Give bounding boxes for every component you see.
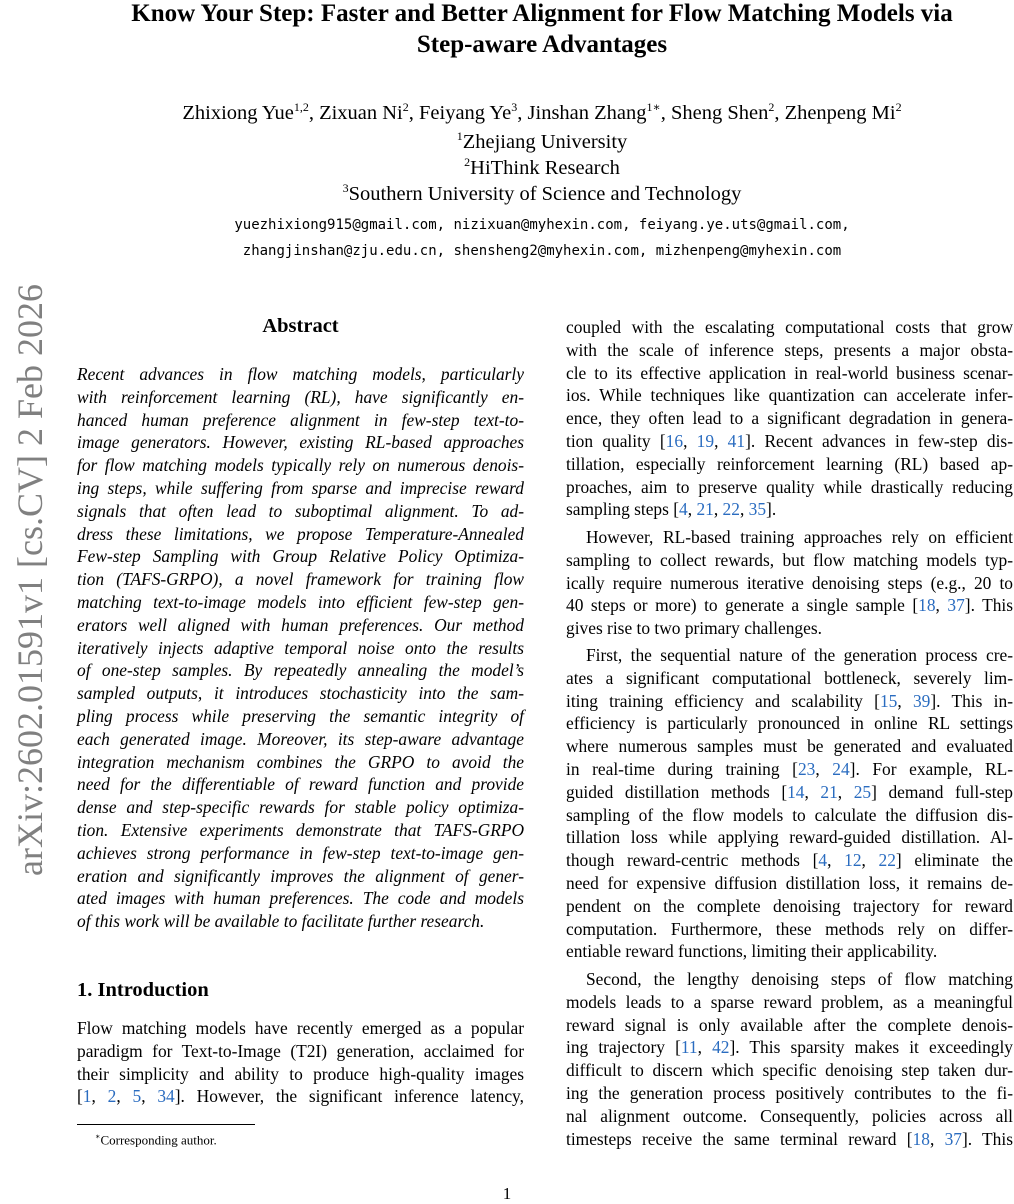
abstract-line: Few-step Sampling with Group Relative Policy Optimiza- [77,546,524,567]
affiliation [40,155,1014,181]
author-affiliation-mark: 1,2 [293,100,309,115]
body-line: ates a significant computational bottleneck, severely lim- [566,667,1013,688]
abstract-line: need for the differentiable of reward function and provide [77,774,524,795]
citation-link[interactable]: 16 [665,431,684,451]
abstract-line: ing steps, while suffering from sparse and imprecise reward [77,478,524,498]
body-line: nal alignment outcome. Consequently, policies across all [566,1105,1013,1126]
abstract-line: of this work will be available to facilitate further research. [77,911,485,932]
body-line: sampling steps [4, 21, 22, 35]. [566,499,777,520]
citation-link[interactable]: 1 [82,1086,92,1107]
citation-link[interactable]: 41 [727,431,746,451]
abstract-line: dense and step-specific rewards for stable policy optimiza- [77,797,524,818]
citation-link[interactable]: 2 [107,1086,117,1107]
body-line: sampling to collect rewards, but flow matching models typ- [566,549,1013,570]
author-separator: , [660,102,671,124]
body-line: tion quality [16, 19, 41]. Recent advances in few-step dis- [566,431,1013,451]
author-name: Zhixiong Yue [182,102,294,124]
author-affiliation-mark: 2 [768,100,775,115]
body-line: models leads to a sparse reward problem, as a meaningful [566,991,1013,1012]
body-line: iting training efficiency and scalability [15, 39]. This in- [566,690,1013,711]
body-line: timesteps receive the same terminal reward [18, 37]. This [566,1128,1013,1149]
citation-link[interactable]: 37 [944,1128,962,1149]
citation-link[interactable]: 5 [132,1086,142,1107]
abstract-line: each generated image. Moreover, its step-aware advantage [77,728,524,749]
abstract-line: iteratively injects adaptive temporal noise onto the results [77,637,524,658]
abstract-line: hanced human preference alignment in few-step text-to- [77,409,524,430]
title-line-1: Know Your Step: Faster and Better Alignment for Flow Matching Models via [131,0,953,27]
body-line: ios. While techniques like quantization can accelerate infer- [566,385,1013,406]
abstract-line: tion. Extensive experiments demonstrate that TAFS-GRPO [77,820,524,840]
arxiv-identifier: arXiv:2602.01591v1 [cs.CV] 2 Feb 2026 [10,284,50,876]
citation-link[interactable]: 19 [696,431,715,451]
introduction-line: their simplicity and ability to produce high-quality images [77,1063,524,1084]
author-affiliation-mark: 1∗ [646,100,661,115]
body-line: gives rise to two primary challenges. [566,618,822,639]
body-line: tillation loss while applying reward-guided distillation. Al- [566,827,1013,848]
author-name: Zixuan Ni [319,102,403,124]
author-list [40,100,1014,126]
body-line: computation. Furthermore, these methods rely on differ- [566,918,1013,939]
body-line: ing trajectory [11, 42]. This sparsity makes it exceedingly [566,1037,1013,1058]
body-line: guided distillation methods [14, 21, 25] demand full-step [566,781,1013,802]
citation-link[interactable]: 15 [879,690,898,711]
abstract-line: ated images with human preferences. The code and models [77,888,524,909]
body-line: with the scale of inference steps, presents a major obsta- [566,339,1013,360]
abstract-heading: Abstract [262,315,339,337]
introduction-line: Flow matching models have recently emerged as a popular [77,1018,524,1038]
body-line: pendent on the complete denoising trajectory for reward [566,895,1013,916]
body-line: ing the generation process positively contributes to the fi- [566,1083,1013,1103]
body-line: First, the sequential nature of the generation process cre- [586,645,1013,665]
citation-link[interactable]: 18 [918,595,936,616]
citation-link[interactable]: 35 [748,499,767,520]
body-line: Second, the lengthy denoising steps of flow matching [586,969,1013,989]
abstract-line: dress these limitations, we propose Temperature-Annealed [77,523,524,544]
body-line: though reward-centric methods [4, 12, 22] eliminate the [566,850,1013,871]
citation-link[interactable]: 22 [722,499,740,520]
citation-link[interactable]: 42 [712,1037,730,1058]
footnote-text: Corresponding author. [100,1132,217,1148]
introduction-heading: 1. Introduction [77,979,209,1001]
body-line: where numerous samples must be generated and evaluated [566,736,1013,757]
citation-link[interactable]: 34 [157,1086,175,1107]
introduction-line: paradigm for Text-to-Image (T2I) generation, acclaimed for [77,1040,524,1061]
body-line: reward signal is only available after the complete denois- [566,1014,1013,1035]
body-line: coupled with the escalating computational costs that grow [566,317,1013,337]
abstract-line: matching text-to-image models into efficient few-step gen- [77,592,524,612]
citation-link[interactable]: 11 [680,1037,698,1058]
body-line: ically require numerous iterative denoising steps (e.g., 20 to [566,572,1013,593]
author-separator: , [774,102,785,124]
body-line: need for expensive diffusion distillation loss, it remains de- [566,873,1013,893]
title-line-2: Step-aware Advantages [416,31,668,58]
introduction-line: [1, 2, 5, 34]. However, the significant inference latency, [77,1086,524,1107]
author-name: Jinshan Zhang [527,102,647,124]
author-name: Zhenpeng Mi [784,102,896,124]
author-name: Sheng Shen [670,102,769,124]
affiliation [40,181,1014,207]
affiliation-mark: 1 [456,129,463,144]
citation-link[interactable]: 24 [832,759,850,779]
author-separator: , [408,102,420,124]
abstract-line: integration mechanism combines the GRPO to avoid the [77,751,524,772]
footnote [95,1128,217,1149]
body-line: 40 steps or more) to generate a single sample [18, 37]. This [566,595,1013,616]
author-affiliation-mark: 2 [402,100,409,115]
affiliation-name: HiThink Research [470,157,620,179]
body-line: entiable reward functions, limiting their applicability. [566,941,938,962]
citation-link[interactable]: 12 [844,850,862,871]
affiliation-name: Southern University of Science and Technology [348,183,742,205]
body-line: in real-time during training [23, 24]. For example, RL- [566,759,1013,779]
abstract-line: with reinforcement learning (RL), have significantly en- [77,386,524,407]
page-number: 1 [502,1184,512,1203]
citation-link[interactable]: 4 [679,499,688,520]
citation-link[interactable]: 39 [912,690,931,711]
abstract-line: of one-step samples. By repeatedly annealing the model’s [77,660,524,681]
body-line: difficult to discern which specific denoising step taken dur- [566,1060,1013,1081]
body-line: ence, they often lead to a significant degradation in genera- [566,408,1013,429]
author-separator: , [308,102,320,124]
citation-link[interactable]: 37 [947,595,965,616]
body-line: tillation, especially reinforcement learning (RL) based ap- [566,453,1013,474]
affiliation-mark: 2 [464,155,471,170]
affiliation [40,129,1014,155]
citation-link[interactable]: 23 [797,759,816,779]
abstract-line: Recent advances in flow matching models, particularly [77,364,524,384]
citation-link[interactable]: 18 [912,1128,930,1149]
abstract-line: for flow matching models typically rely on numerous denois- [77,455,524,476]
abstract-line: signals that often lead to suboptimal alignment. To ad- [77,500,524,521]
abstract-line: eration and significantly improves the alignment of gener- [77,865,524,886]
affiliation-name: Zhejiang University [462,131,628,153]
citation-link[interactable]: 4 [818,850,828,871]
email-line-1: yuezhixiong915@gmail.com, nizixuan@myhexin.com, feiyang.ye.uts@gmail.com, [234,217,850,233]
citation-link[interactable]: 22 [878,850,896,871]
citation-link[interactable]: 21 [696,499,714,520]
abstract-line: erators well aligned with human preferences. Our method [77,614,524,635]
abstract-line: image generators. However, existing RL-based approaches [77,432,524,453]
email-line-2: zhangjinshan@zju.edu.cn, shensheng2@myhexin.com, mizhenpeng@myhexin.com [242,243,842,259]
body-line: sampling of the flow models to calculate the diffusion dis- [566,804,1013,825]
abstract-line: sampled outputs, it introduces stochasticity into the sam- [77,683,524,704]
author-name: Feiyang Ye [419,102,512,124]
paper-title [40,0,1014,60]
body-line: efficiency is particularly pronounced in online RL settings [566,713,1013,734]
author-affiliation-mark: 2 [895,100,902,115]
author-affiliation-mark: 3 [511,100,518,115]
citation-link[interactable]: 14 [787,781,805,802]
body-line: However, RL-based training approaches rely on efficient [586,527,1013,547]
body-line: proaches, aim to preserve quality while drastically reducing [566,476,1013,497]
author-separator: , [517,102,528,124]
abstract-line: tion (TAFS-GRPO), a novel framework for training flow [77,569,524,590]
affiliation-mark: 3 [342,181,349,196]
footnote-mark: ∗ [95,1132,101,1141]
abstract-line: pling process while preserving the semantic integrity of [77,706,524,726]
citation-link[interactable]: 25 [853,781,872,802]
footnote-rule [77,1124,255,1125]
body-line: cle to its effective application in real-world business scenar- [566,362,1013,383]
abstract-line: achieves strong performance in few-step text-to-image gen- [77,842,524,863]
citation-link[interactable]: 21 [820,781,838,802]
